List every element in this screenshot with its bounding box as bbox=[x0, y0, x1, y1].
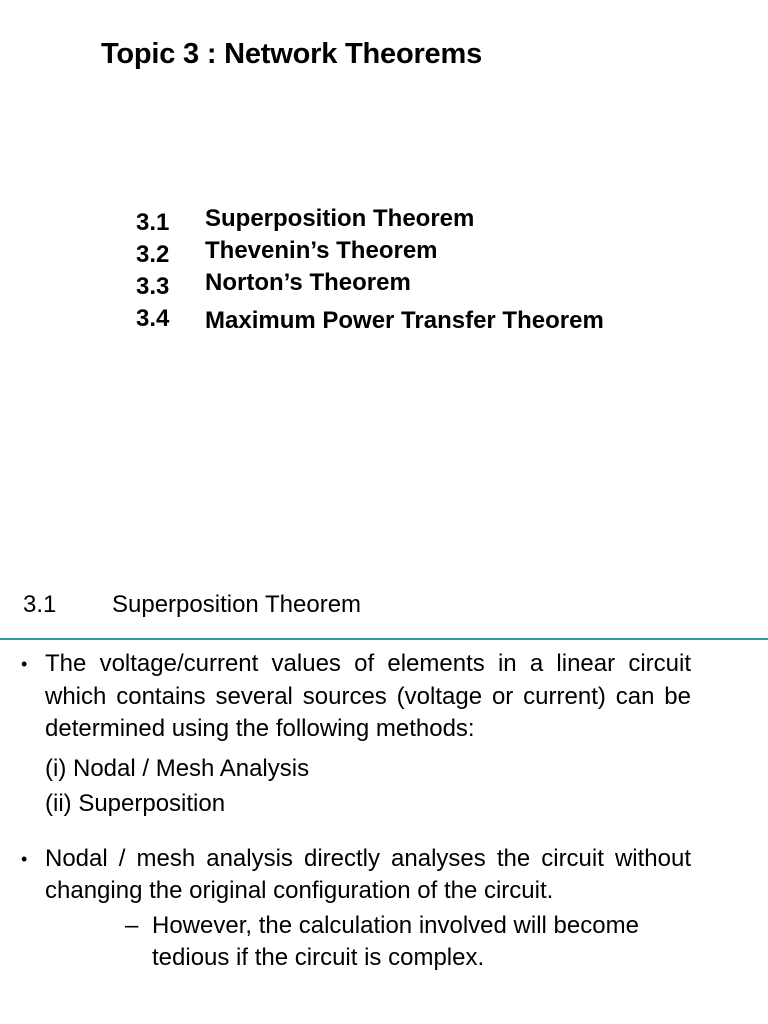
toc-item-title: Superposition Theorem bbox=[205, 205, 475, 232]
method-item: (ii) Superposition bbox=[45, 789, 226, 817]
toc-item bbox=[136, 269, 696, 301]
section-body bbox=[0, 648, 768, 975]
method-item: (i) Nodal / Mesh Analysis bbox=[45, 754, 310, 782]
toc-item-title: Norton’s Theorem bbox=[205, 269, 411, 296]
toc-item-title: Thevenin’s Theorem bbox=[205, 237, 438, 264]
bullet-icon: • bbox=[21, 848, 28, 869]
toc-item bbox=[136, 205, 696, 237]
dash-icon: – bbox=[125, 911, 139, 939]
bullet-text: The voltage/current values of elements in a linear circuit which contains several sources (voltage or current) can be determined using the following methods: bbox=[45, 650, 691, 742]
toc-item bbox=[136, 305, 696, 337]
section-heading bbox=[23, 591, 361, 619]
bullet-point bbox=[0, 648, 691, 746]
section-divider bbox=[0, 638, 768, 640]
toc-item-number: 3.3 bbox=[136, 273, 170, 300]
toc-item-number: 3.2 bbox=[136, 241, 170, 268]
table-of-contents bbox=[136, 205, 696, 337]
toc-item-number: 3.1 bbox=[136, 209, 170, 236]
toc-item bbox=[136, 237, 696, 269]
section-number: 3.1 bbox=[23, 591, 57, 618]
sub-point-text: However, the calculation involved will become tedious if the circuit is complex. bbox=[152, 911, 639, 971]
bullet-text: Nodal / mesh analysis directly analyses the circuit without changing the original configuration of the circuit. bbox=[45, 844, 691, 904]
sub-point bbox=[0, 910, 692, 975]
toc-item-title: Maximum Power Transfer Theorem bbox=[205, 307, 604, 334]
bullet-point bbox=[0, 843, 691, 908]
bullet-icon: • bbox=[21, 654, 28, 674]
section-title: Superposition Theorem bbox=[112, 591, 362, 618]
page-title: Topic 3 : Network Theorems bbox=[101, 38, 483, 70]
toc-item-number: 3.4 bbox=[136, 305, 170, 332]
